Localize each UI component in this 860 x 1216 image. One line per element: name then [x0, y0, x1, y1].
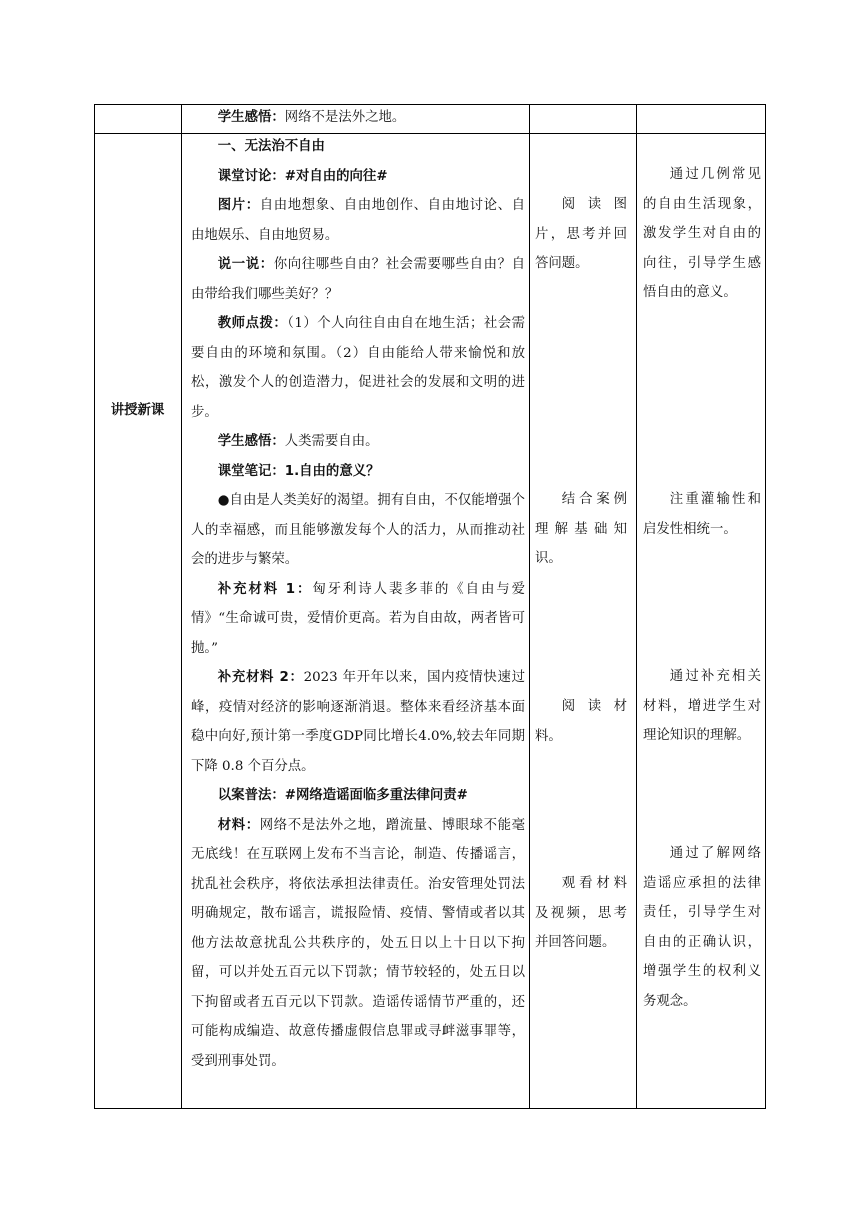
- row1-content: [191, 103, 525, 133]
- notes-text: 1.自由的意义？: [284, 463, 380, 479]
- design-intent-4: 通过了解网络造谣应承担的法律责任，引导学生对自由的正确认识，增强学生的权利义务观念。: [643, 846, 761, 1009]
- notes-label: 课堂笔记：: [217, 463, 285, 479]
- material-text: 网络不是法外之地，蹭流量、博眼球不能毫无底线！在互联网上发布不当言论，制造、传播谣言，扰乱社会秩序，将依法承担法律责任。治安管理处罚法明确规定，散布谣言，谎报险情、疫情、警情或者以其他方法故意扰乱公共秩序的，处五日以上十日以下拘留，可以并处五百元以下罚款；情节较轻的，处五日以下拘留或者五百元以下罚款。造谣传谣情节严重的，还可能构成编造、故意传播虚假信息罪或寻衅滋事罪等，受到刑事处罚。: [191, 817, 526, 1069]
- say-label: 说一说：: [217, 257, 274, 272]
- reflection-label: 学生感悟：: [217, 110, 285, 125]
- discussion-label: 课堂讨论：: [217, 168, 285, 184]
- picture-text: 自由地想象、自由地创作、自由地讨论、自由地娱乐、自由地贸易。: [191, 198, 526, 243]
- main-content: [191, 132, 525, 1076]
- table-border-left: [94, 104, 95, 1109]
- feel-label: 学生感悟：: [217, 434, 285, 449]
- supplement2-label: 补充材料 2：: [217, 670, 304, 685]
- supplement1-text: 匈牙利诗人裴多菲的《自由与爱情》“生命诚可贵，爱情价更高。若为自由故，两者皆可抛。”: [191, 581, 525, 656]
- design-intent-1: 通过几例常见的自由生活现象，激发学生对自由的向往，引导学生感悟自由的意义。: [643, 167, 761, 300]
- teacher-label: 教师点拨：: [217, 316, 288, 331]
- feel-text: 人类需要自由。: [284, 434, 379, 449]
- teacher-text: （1）个人向往自由自在地生活；社会需要自由的环境和氛围。（2）自由能给人带来愉悦和放松，激发个人的创造潜力，促进社会的发展和文明的进步。: [191, 316, 525, 420]
- section-heading: 一、无法治不自由: [217, 139, 325, 154]
- picture-label: 图片：: [217, 198, 260, 213]
- say-text: 你向往哪些自由？社会需要哪些自由？自由带给我们哪些美好？？: [191, 257, 526, 302]
- student-activity-1: 阅读图片，思考并回答问题。: [535, 197, 627, 271]
- stage-label: 讲授新课: [110, 403, 165, 418]
- table-border-bottom: [94, 1108, 766, 1109]
- case-text: #网络造谣面临多重法律问责#: [284, 788, 468, 803]
- student-activity-4: 观看材料及视频，思考并回答问题。: [535, 876, 627, 950]
- column-divider-1: [181, 104, 182, 1109]
- design-intent-3: 通过补充相关材料，增进学生对理论知识的理解。: [643, 669, 761, 743]
- student-activity-2: 结合案例理解基础知识。: [535, 492, 627, 566]
- supplement1-label: 补充材料 1：: [217, 581, 313, 597]
- column-divider-2: [529, 104, 530, 1109]
- lesson-plan-table: [94, 104, 766, 1109]
- supplement2-text: 2023 年开年以来，国内疫情快速过峰，疫情对经济的影响逐渐消退。整体来看经济基本面稳中向好,预计第一季度GDP同比增长4.0%,较去年同期下降 0.8 个百分点。: [191, 670, 525, 774]
- column-divider-3: [636, 104, 637, 1109]
- student-activity-3: 阅读材料。: [535, 699, 627, 744]
- bullet-point: ●自由是人类美好的渴望。拥有自由，不仅能增强个人的幸福感，而且能够激发每个人的活力，从而推动社会的进步与繁荣。: [191, 493, 525, 567]
- material-label: 材料：: [217, 817, 260, 833]
- design-intent-2: 注重灌输性和启发性相统一。: [643, 492, 761, 537]
- reflection-text: 网络不是法外之地。: [284, 110, 406, 125]
- case-label: 以案普法：: [217, 788, 285, 803]
- discussion-text: #对自由的向往#: [284, 168, 388, 184]
- table-border-right: [765, 104, 766, 1109]
